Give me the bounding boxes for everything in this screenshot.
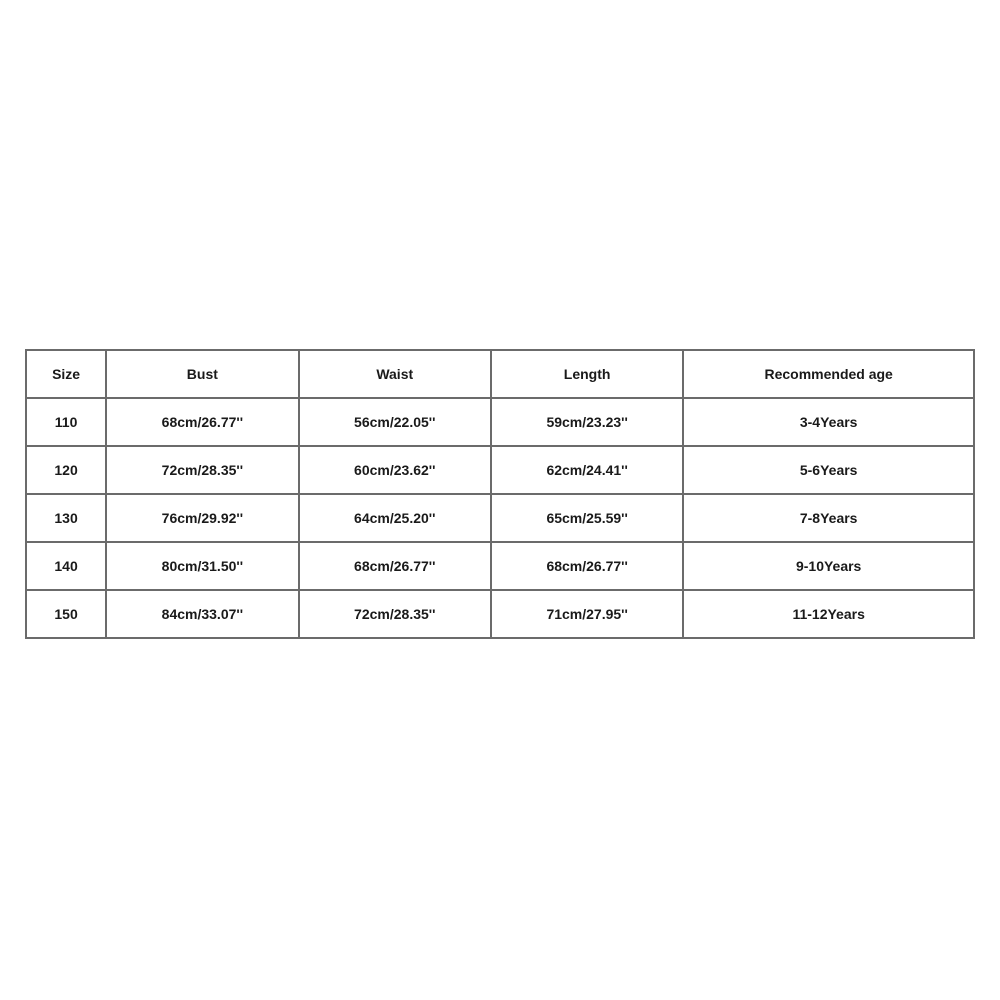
cell-waist: 56cm/22.05''	[299, 398, 491, 446]
cell-bust: 72cm/28.35''	[106, 446, 298, 494]
table-row	[26, 398, 974, 446]
header-length: Length	[491, 350, 683, 398]
table-row	[26, 494, 974, 542]
cell-waist: 64cm/25.20''	[299, 494, 491, 542]
header-size: Size	[26, 350, 106, 398]
table-header-row	[26, 350, 974, 398]
cell-length: 71cm/27.95''	[491, 590, 683, 638]
cell-length: 62cm/24.41''	[491, 446, 683, 494]
cell-bust: 76cm/29.92''	[106, 494, 298, 542]
cell-size: 150	[26, 590, 106, 638]
cell-size: 130	[26, 494, 106, 542]
cell-recommended-age: 7-8Years	[683, 494, 974, 542]
cell-length: 59cm/23.23''	[491, 398, 683, 446]
cell-waist: 68cm/26.77''	[299, 542, 491, 590]
cell-size: 120	[26, 446, 106, 494]
cell-size: 140	[26, 542, 106, 590]
header-recommended-age: Recommended age	[683, 350, 974, 398]
cell-recommended-age: 11-12Years	[683, 590, 974, 638]
cell-bust: 80cm/31.50''	[106, 542, 298, 590]
size-chart-table	[25, 349, 975, 639]
table-row	[26, 446, 974, 494]
cell-recommended-age: 5-6Years	[683, 446, 974, 494]
header-bust: Bust	[106, 350, 298, 398]
cell-length: 65cm/25.59''	[491, 494, 683, 542]
header-waist: Waist	[299, 350, 491, 398]
cell-recommended-age: 9-10Years	[683, 542, 974, 590]
cell-size: 110	[26, 398, 106, 446]
table-row	[26, 542, 974, 590]
cell-recommended-age: 3-4Years	[683, 398, 974, 446]
cell-waist: 60cm/23.62''	[299, 446, 491, 494]
cell-bust: 68cm/26.77''	[106, 398, 298, 446]
cell-waist: 72cm/28.35''	[299, 590, 491, 638]
cell-length: 68cm/26.77''	[491, 542, 683, 590]
table-row	[26, 590, 974, 638]
cell-bust: 84cm/33.07''	[106, 590, 298, 638]
